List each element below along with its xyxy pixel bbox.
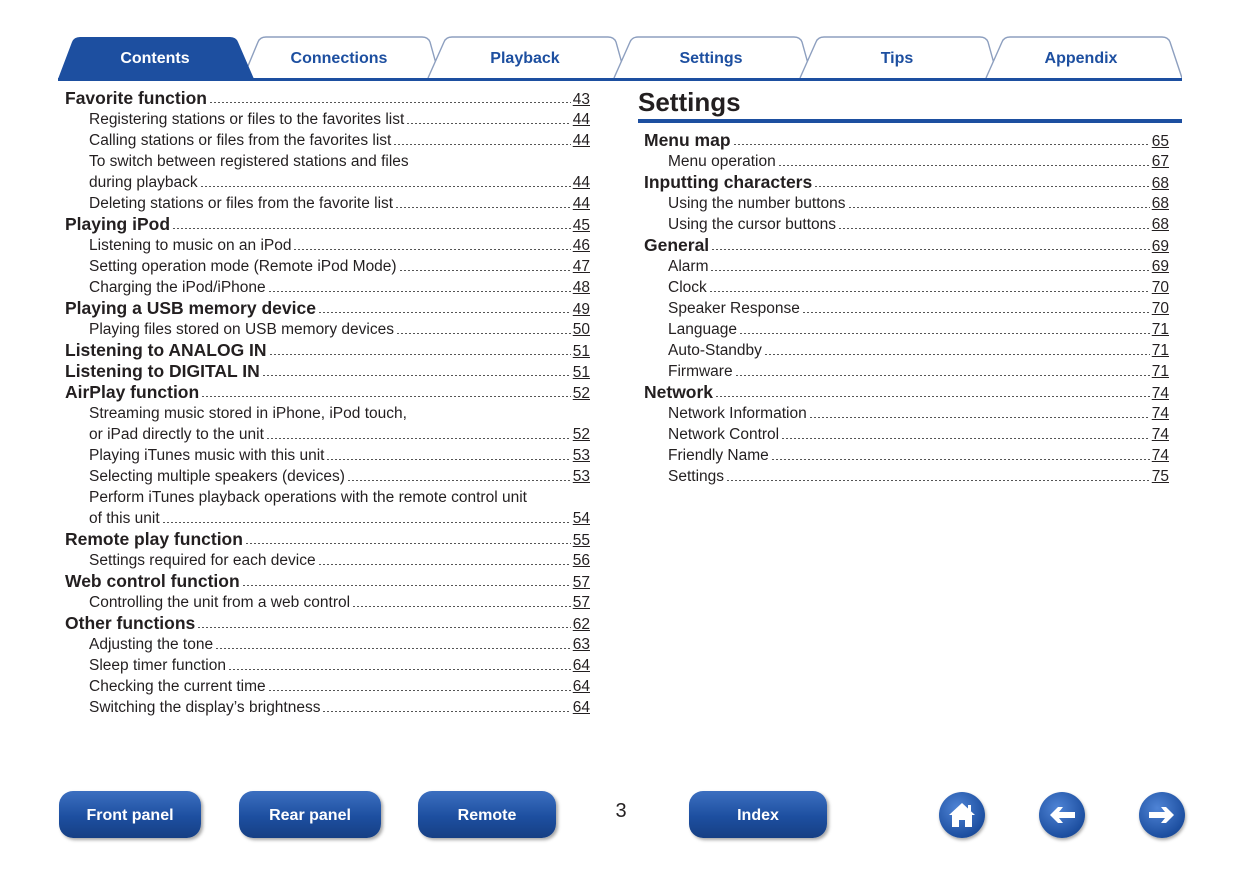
leader-dots [322, 711, 570, 712]
page-link[interactable]: 68 [1151, 216, 1169, 233]
page-link[interactable]: 71 [1151, 363, 1169, 380]
tab-playback[interactable]: Playback [490, 50, 560, 67]
toc-heading-text: Inputting characters [644, 172, 813, 192]
toc-entry[interactable] [65, 466, 590, 487]
page-link[interactable]: 74 [1151, 405, 1169, 422]
toc-entry-text: Auto-Standby [668, 342, 762, 359]
toc-heading[interactable] [65, 298, 590, 319]
leader-dots [778, 165, 1150, 166]
toc-entry-text: Calling stations or files from the favorites list [89, 132, 392, 149]
leader-dots [318, 564, 571, 565]
toc-entry[interactable] [65, 697, 590, 718]
leader-dots [262, 375, 571, 376]
leader-dots [172, 228, 571, 229]
tab-connections[interactable]: Connections [290, 50, 388, 67]
page-link[interactable]: 74 [1151, 426, 1169, 443]
page-link[interactable]: 46 [572, 237, 590, 254]
toc-entry[interactable] [644, 319, 1169, 340]
leader-dots [771, 459, 1150, 460]
toc-entry[interactable] [65, 319, 590, 340]
toc-entry-text: Using the number buttons [668, 195, 846, 212]
page-link[interactable]: 51 [572, 343, 590, 360]
toc-entry-wrapped [65, 487, 590, 508]
section-title: Settings [638, 87, 741, 117]
home-button[interactable] [939, 792, 985, 838]
leader-dots [781, 438, 1150, 439]
toc-heading-text: Web control function [65, 571, 240, 591]
leader-dots [347, 480, 571, 481]
toc-entry-text: during playback [89, 174, 198, 191]
toc-entry[interactable] [65, 235, 590, 256]
toc-entry-text: Streaming music stored in iPhone, iPod touch, [89, 405, 407, 422]
leader-dots [710, 270, 1149, 271]
toc-heading-text: Listening to DIGITAL IN [65, 361, 260, 381]
toc-entry-text: Setting operation mode (Remote iPod Mode) [89, 258, 397, 275]
toc-entry-text: Controlling the unit from a web control [89, 594, 351, 611]
page-link[interactable]: 48 [572, 279, 590, 296]
page-link[interactable]: 65 [1151, 133, 1169, 150]
toc-entry-text: Speaker Response [668, 300, 800, 317]
toc-entry-text: or iPad directly to the unit [89, 426, 264, 443]
page-link[interactable]: 50 [572, 321, 590, 338]
toc-heading[interactable] [644, 172, 1169, 193]
tab-bar [58, 36, 1182, 80]
leader-dots [735, 375, 1150, 376]
leader-dots [848, 207, 1150, 208]
toc-heading[interactable] [65, 88, 590, 109]
toc-entry-text: Network Information [668, 405, 807, 422]
toc-entry[interactable] [65, 277, 590, 298]
page-link[interactable]: 63 [572, 636, 590, 653]
toc-heading-text: Remote play function [65, 529, 243, 549]
leader-dots [709, 291, 1150, 292]
page-link[interactable]: 75 [1151, 468, 1169, 485]
toc-right-column [644, 130, 1169, 487]
toc-entry-text: Firmware [668, 363, 733, 380]
leader-dots [838, 228, 1150, 229]
toc-entry-text: Alarm [668, 258, 709, 275]
toc-entry[interactable] [65, 172, 590, 193]
toc-entry[interactable] [644, 151, 1169, 172]
toc-entry[interactable] [644, 214, 1169, 235]
page-link[interactable]: 53 [572, 447, 590, 464]
page-link[interactable]: 51 [572, 364, 590, 381]
toc-entry[interactable] [644, 466, 1169, 487]
page-link[interactable]: 56 [572, 552, 590, 569]
toc-entry[interactable] [65, 109, 590, 130]
leader-dots [197, 627, 570, 628]
tab-underline [58, 78, 1182, 81]
leader-dots [242, 585, 571, 586]
page-link[interactable]: 52 [572, 385, 590, 402]
page-link[interactable]: 74 [1151, 385, 1169, 402]
leader-dots [326, 459, 570, 460]
toc-heading[interactable] [644, 235, 1169, 256]
leader-dots [209, 102, 571, 103]
toc-entry[interactable] [644, 193, 1169, 214]
forward-button[interactable] [1139, 792, 1185, 838]
home-icon [939, 792, 985, 838]
toc-left-column [65, 88, 590, 718]
toc-entry-text: Network Control [668, 426, 780, 443]
toc-entry[interactable] [644, 340, 1169, 361]
tab-contents[interactable]: Contents [120, 50, 190, 67]
toc-heading[interactable] [65, 571, 590, 592]
toc-entry[interactable] [644, 298, 1169, 319]
toc-entry[interactable] [644, 445, 1169, 466]
toc-entry[interactable] [65, 634, 590, 655]
page-link[interactable]: 47 [572, 258, 590, 275]
toc-heading[interactable] [65, 214, 590, 235]
leader-dots [228, 669, 571, 670]
page-link[interactable]: 44 [572, 132, 590, 149]
page-link[interactable]: 57 [572, 594, 590, 611]
tab-appendix[interactable]: Appendix [1044, 50, 1118, 67]
page-link[interactable]: 64 [572, 699, 590, 716]
leader-dots [711, 249, 1150, 250]
toc-heading-text: Listening to ANALOG IN [65, 340, 267, 360]
page-link[interactable]: 53 [572, 468, 590, 485]
toc-entry-text: Menu operation [668, 153, 776, 170]
back-button[interactable] [1039, 792, 1085, 838]
leader-dots [215, 648, 571, 649]
toc-heading[interactable] [65, 382, 590, 403]
toc-entry-text: Selecting multiple speakers (devices) [89, 468, 345, 485]
page-link[interactable]: 68 [1151, 195, 1169, 212]
page-link[interactable]: 55 [572, 532, 590, 549]
toc-entry[interactable] [65, 193, 590, 214]
page-link[interactable]: 43 [572, 91, 590, 108]
toc-entry[interactable] [644, 424, 1169, 445]
index-button[interactable]: Index [689, 791, 827, 838]
toc-entry-text: Friendly Name [668, 447, 769, 464]
toc-entry-text: Language [668, 321, 737, 338]
page-link[interactable]: 45 [572, 217, 590, 234]
toc-entry-text: Deleting stations or files from the favorite list [89, 195, 394, 212]
leader-dots [269, 354, 571, 355]
leader-dots [814, 186, 1150, 187]
page-link[interactable]: 68 [1151, 175, 1169, 192]
remote-button[interactable]: Remote [418, 791, 556, 838]
page-link[interactable]: 64 [572, 657, 590, 674]
toc-entry[interactable] [65, 592, 590, 613]
leader-dots [802, 312, 1150, 313]
toc-heading-text: General [644, 235, 710, 255]
leader-dots [352, 606, 571, 607]
rear-panel-button[interactable]: Rear panel [239, 791, 381, 838]
toc-entry-text: of this unit [89, 510, 160, 527]
toc-heading[interactable] [65, 613, 590, 634]
leader-dots [395, 207, 571, 208]
toc-heading[interactable] [65, 361, 590, 382]
page-link[interactable]: 74 [1151, 447, 1169, 464]
toc-entry-text: Perform iTunes playback operations with the remote control unit [89, 489, 527, 506]
tab-settings[interactable]: Settings [679, 50, 743, 67]
toc-entry-text: Listening to music on an iPod [89, 237, 292, 254]
toc-entry-wrapped [65, 403, 590, 424]
toc-entry[interactable] [65, 508, 590, 529]
leader-dots [200, 186, 571, 187]
leader-dots [809, 417, 1150, 418]
leader-dots [396, 333, 571, 334]
page-link[interactable]: 49 [572, 301, 590, 318]
page-link[interactable]: 70 [1151, 279, 1169, 296]
leader-dots [201, 396, 571, 397]
leader-dots [268, 690, 571, 691]
toc-entry-text: Playing iTunes music with this unit [89, 447, 325, 464]
toc-entry[interactable] [65, 424, 590, 445]
arrow-right-icon [1139, 792, 1185, 838]
leader-dots [764, 354, 1150, 355]
tab-tips[interactable]: Tips [880, 50, 914, 67]
toc-heading-text: Network [644, 382, 714, 402]
toc-heading-text: Playing iPod [65, 214, 171, 234]
toc-entry[interactable] [644, 361, 1169, 382]
toc-entry[interactable] [65, 676, 590, 697]
page-link[interactable]: 62 [572, 616, 590, 633]
toc-entry-text: Settings [668, 468, 725, 485]
toc-entry-text: Using the cursor buttons [668, 216, 837, 233]
page-link[interactable]: 71 [1151, 342, 1169, 359]
leader-dots [266, 438, 571, 439]
page-link[interactable]: 69 [1151, 258, 1169, 275]
leader-dots [293, 249, 570, 250]
toc-heading[interactable] [65, 340, 590, 361]
page-link[interactable]: 69 [1151, 238, 1169, 255]
leader-dots [726, 480, 1150, 481]
toc-entry-text: Checking the current time [89, 678, 266, 695]
leader-dots [268, 291, 571, 292]
page-link[interactable]: 70 [1151, 300, 1169, 317]
toc-heading[interactable] [644, 130, 1169, 151]
toc-heading-text: AirPlay function [65, 382, 200, 402]
page-link[interactable]: 57 [572, 574, 590, 591]
page-link[interactable]: 44 [572, 174, 590, 191]
toc-heading[interactable] [65, 529, 590, 550]
leader-dots [739, 333, 1150, 334]
toc-entry[interactable] [644, 277, 1169, 298]
toc-heading-text: Other functions [65, 613, 196, 633]
page-link[interactable]: 54 [572, 510, 590, 527]
toc-entry-text: Registering stations or files to the favorites list [89, 111, 405, 128]
page-link[interactable]: 71 [1151, 321, 1169, 338]
toc-entry[interactable] [644, 403, 1169, 424]
section-title-rule [638, 119, 1182, 123]
toc-entry-wrapped [65, 151, 590, 172]
toc-entry-text: Sleep timer function [89, 657, 226, 674]
toc-entry-text: Switching the display’s brightness [89, 699, 321, 716]
toc-entry-text: Clock [668, 279, 707, 296]
toc-heading-text: Menu map [644, 130, 731, 150]
leader-dots [733, 144, 1150, 145]
leader-dots [245, 543, 571, 544]
leader-dots [406, 123, 570, 124]
page-link[interactable]: 64 [572, 678, 590, 695]
toc-entry[interactable] [65, 445, 590, 466]
page-number: 3 [615, 800, 627, 822]
leader-dots [318, 312, 571, 313]
leader-dots [399, 270, 571, 271]
page-link[interactable]: 44 [572, 195, 590, 212]
toc-entry[interactable] [65, 256, 590, 277]
toc-entry[interactable] [65, 550, 590, 571]
toc-entry[interactable] [65, 130, 590, 151]
toc-entry-text: Charging the iPod/iPhone [89, 279, 266, 296]
leader-dots [162, 522, 571, 523]
toc-entry-text: Playing files stored on USB memory devices [89, 321, 394, 338]
leader-dots [393, 144, 570, 145]
toc-heading-text: Playing a USB memory device [65, 298, 316, 318]
front-panel-button[interactable]: Front panel [59, 791, 201, 838]
toc-entry[interactable] [65, 655, 590, 676]
arrow-left-icon [1039, 792, 1085, 838]
toc-heading-text: Favorite function [65, 88, 207, 108]
page-link[interactable]: 52 [572, 426, 590, 443]
page-link[interactable]: 67 [1151, 153, 1169, 170]
toc-entry-text: Settings required for each device [89, 552, 316, 569]
toc-entry[interactable] [644, 256, 1169, 277]
toc-heading[interactable] [644, 382, 1169, 403]
toc-entry-text: To switch between registered stations and files [89, 153, 409, 170]
leader-dots [715, 396, 1150, 397]
page-link[interactable]: 44 [572, 111, 590, 128]
toc-entry-text: Adjusting the tone [89, 636, 214, 653]
